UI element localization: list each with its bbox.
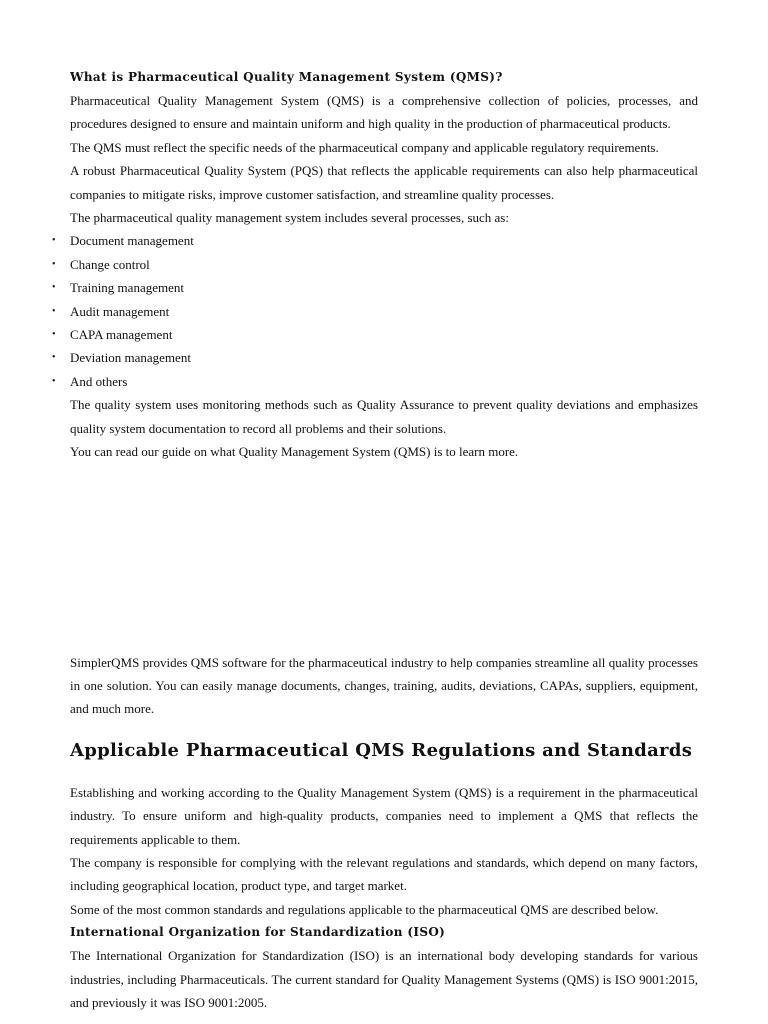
- bullet-icon: •: [52, 305, 56, 317]
- bullet-icon: •: [52, 329, 56, 341]
- paragraph: The QMS must reflect the specific needs of the pharmaceutical company and applicable regulatory requirements.: [70, 139, 659, 155]
- bullet-icon: •: [52, 235, 56, 247]
- paragraph: Some of the most common standards and regulations applicable to the pharmaceutical QMS are described below.: [70, 901, 659, 917]
- bullet-icon: •: [52, 375, 56, 387]
- list-item: • Audit management: [70, 300, 698, 323]
- paragraph: A robust Pharmaceutical Quality System (PQS) that reflects the applicable requirements can also help pharmaceutical companies to mitigate risks, improve customer satisfaction, and streamline quality processes.: [70, 163, 698, 202]
- list-item: • Document management: [70, 229, 698, 252]
- bullet-icon: •: [52, 258, 56, 270]
- list-item: • Training management: [70, 276, 698, 299]
- bullet-icon: •: [52, 282, 56, 294]
- paragraph: Pharmaceutical Quality Management System (QMS) is a comprehensive collection of policies, processes, and procedures designed to ensure and maintain uniform and high quality in the production of pharmaceutical products.: [70, 93, 698, 132]
- paragraph: The company is responsible for complying with the relevant regulations and standards, which depend on many factors, including geographical location, product type, and target market.: [70, 854, 698, 894]
- paragraph: The quality system uses monitoring methods such as Quality Assurance to prevent quality deviations and emphasizes quality system documentation to record all problems and their solutions.: [70, 397, 698, 436]
- paragraph: The International Organization for Standardization (ISO) is an international body developing standards for various industries, including Pharmaceuticals. The current standard for Quality Management Systems (QMS) is ISO 9001:2015, and previously it was ISO 9001:2005.: [70, 948, 698, 1010]
- list-item: • And others: [70, 370, 698, 393]
- qms-process-list: [52, 229, 698, 393]
- section-heading-regulations: Applicable Pharmaceutical QMS Regulations and Standards: [70, 739, 693, 761]
- paragraph: You can read our guide on what Quality Management System (QMS) is to learn more.: [70, 444, 519, 460]
- promo-paragraph: SimplerQMS provides QMS software for the pharmaceutical industry to help companies streamline all quality processes in one solution. You can easily manage documents, changes, training, audits, deviations, CAPAs, suppliers, equipment, and much more.: [70, 654, 698, 717]
- blank-space: [70, 464, 698, 651]
- section-heading-iso: International Organization for Standardization (ISO): [70, 925, 446, 940]
- section-heading-what-is-qms: What is Pharmaceutical Quality Management System (QMS)?: [70, 70, 503, 84]
- list-item: • Deviation management: [70, 346, 698, 369]
- paragraph: The pharmaceutical quality management system includes several processes, such as:: [70, 210, 509, 226]
- bullet-icon: •: [52, 352, 56, 364]
- paragraph: Establishing and working according to the Quality Management System (QMS) is a requirement in the pharmaceutical industry. To ensure uniform and high-quality products, companies need to implement a QMS that reflects the requirements applicable to them.: [70, 784, 698, 847]
- document-page: [52, 66, 698, 1014]
- list-item: • Change control: [70, 253, 698, 276]
- list-item: • CAPA management: [70, 323, 698, 346]
